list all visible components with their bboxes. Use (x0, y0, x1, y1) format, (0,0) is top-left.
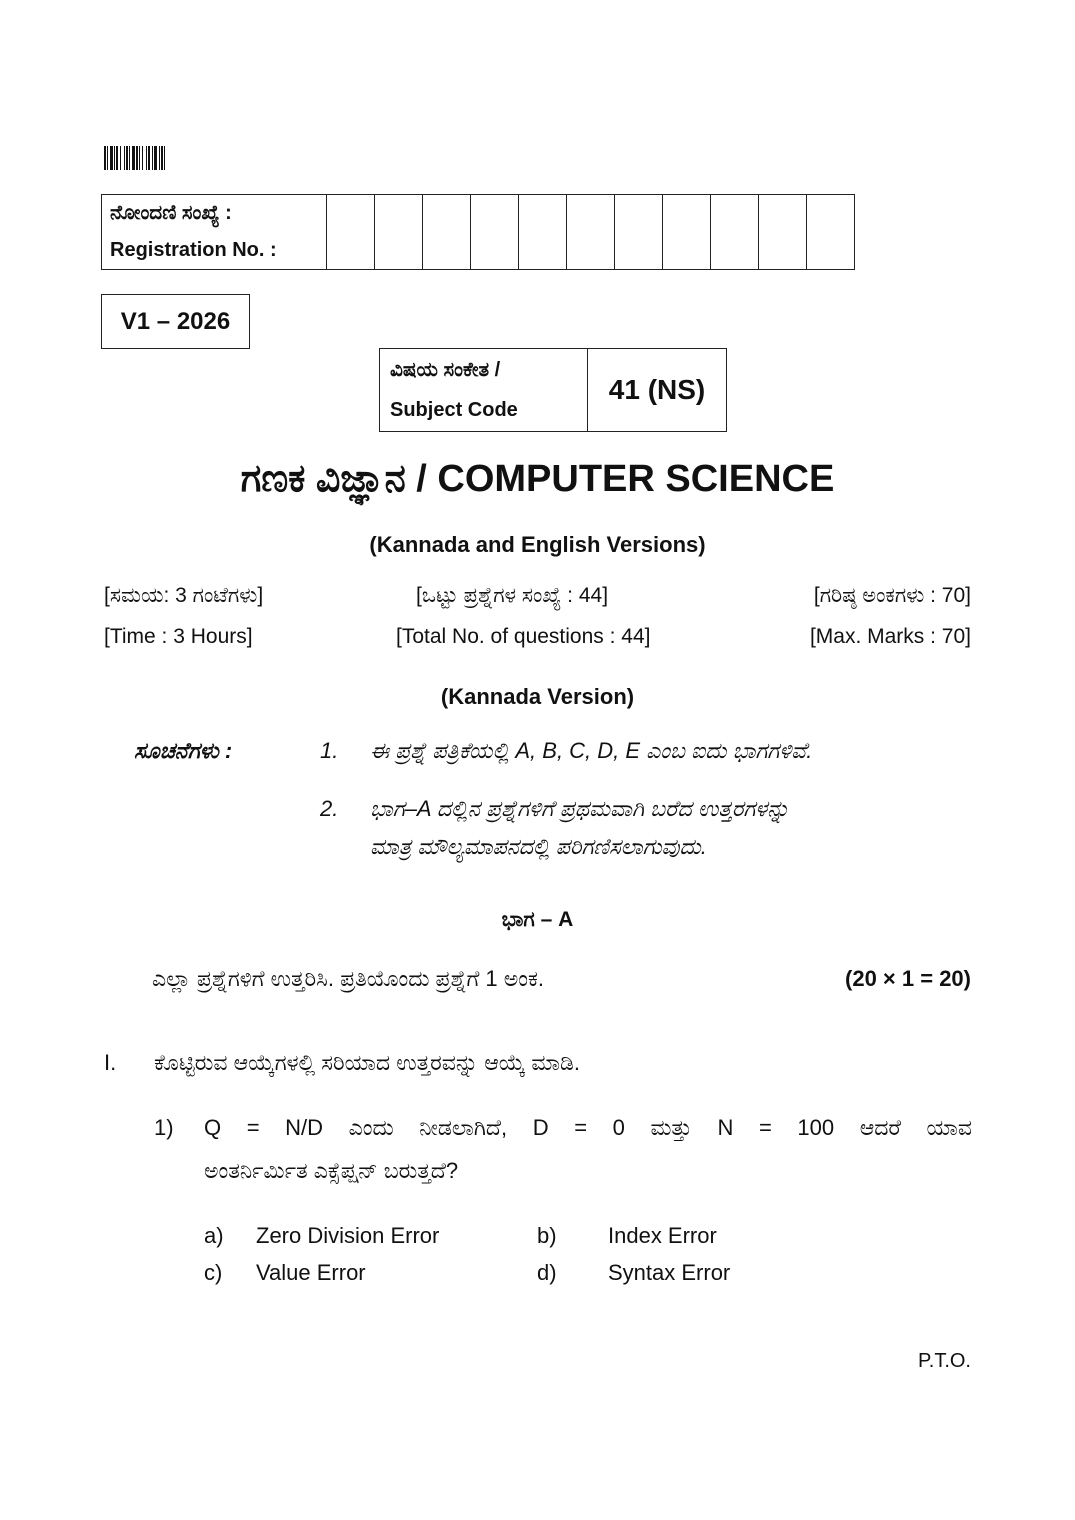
paper-title: ಗಣಕ ವಿಜ್ಞಾನ / COMPUTER SCIENCE (240, 458, 835, 500)
section-i-number: I. (104, 1050, 117, 1075)
registration-digit-cell[interactable] (711, 195, 759, 270)
subject-code-label-english: Subject Code (390, 399, 518, 421)
total-questions-english: [Total No. of questions : 44] (396, 625, 651, 648)
subject-code-box (379, 348, 727, 432)
version-code-box: V1 – 2026 (101, 294, 250, 349)
part-a-marks: (20 × 1 = 20) (845, 966, 971, 991)
time-kannada: [ಸಮಯ: 3 ಗಂಟೆಗಳು] (104, 584, 264, 607)
option-a-text: Zero Division Error (256, 1223, 440, 1248)
instruction-2-text-line2: ಮಾತ್ರ ಮೌಲ್ಯಮಾಪನದಲ್ಲಿ ಪರಿಗಣಿಸಲಾಗುವುದು. (370, 834, 707, 859)
option-d-key: d) (537, 1260, 557, 1285)
paper-subtitle: (Kannada and English Versions) (369, 532, 706, 557)
registration-digit-cell[interactable] (471, 195, 519, 270)
registration-digit-cell[interactable] (519, 195, 567, 270)
option-d-text: Syntax Error (608, 1260, 731, 1285)
question-1-number: 1) (154, 1115, 174, 1140)
option-c-key: c) (204, 1260, 223, 1285)
registration-digit-cell[interactable] (375, 195, 423, 270)
option-c-text: Value Error (256, 1260, 366, 1285)
instructions-title: ಸೂಚನೆಗಳು : (134, 738, 233, 763)
registration-number-box (101, 194, 855, 270)
barcode (104, 146, 244, 170)
registration-digit-cell[interactable] (327, 195, 375, 270)
registration-digit-cell[interactable] (423, 195, 471, 270)
subject-code-label-kannada: ವಿಷಯ ಸಂಕೇತ / (390, 359, 501, 381)
max-marks-kannada: [ಗರಿಷ್ಠ ಅಂಕಗಳು : 70] (813, 584, 971, 607)
instruction-2-text-line1: ಭಾಗ–A ದಲ್ಲಿನ ಪ್ರಶ್ನೆಗಳಿಗೆ ಪ್ರಥಮವಾಗಿ ಬರೆದ ಉತ್ತರಗಳನ್ನು (370, 796, 790, 821)
registration-digit-cell[interactable] (615, 195, 663, 270)
instruction-1-number: 1. (320, 738, 339, 763)
question-1-text-line2: ಅಂತರ್ನಿರ್ಮಿತ ಎಕ್ಸೆಪ್ಷನ್ ಬರುತ್ತದೆ? (204, 1158, 459, 1183)
max-marks-english: [Max. Marks : 70] (809, 625, 971, 648)
total-questions-kannada: [ಒಟ್ಟು ಪ್ರಶ್ನೆಗಳ ಸಂಖ್ಯೆ : 44] (416, 584, 609, 607)
registration-digit-cell[interactable] (663, 195, 711, 270)
please-turn-over: P.T.O. (918, 1350, 971, 1372)
part-a-instruction: ಎಲ್ಲಾ ಪ್ರಶ್ನೆಗಳಿಗೆ ಉತ್ತರಿಸಿ. ಪ್ರತಿಯೊಂದು ಪ್ರಶ್ನೆಗೆ 1 ಅಂಕ. (152, 966, 545, 991)
subject-code-label (380, 349, 588, 432)
option-b-key: b) (537, 1223, 557, 1248)
time-english: [Time : 3 Hours] (104, 625, 253, 648)
version-heading: (Kannada Version) (440, 684, 635, 709)
registration-label-kannada: ನೋಂದಣಿ ಸಂಖ್ಯೆ : (110, 202, 232, 224)
option-b-text: Index Error (608, 1223, 717, 1248)
instruction-1-text: ಈ ಪ್ರಶ್ನೆ ಪತ್ರಿಕೆಯಲ್ಲಿ A, B, C, D, E ಎಂಬ ಐದು ಭಾಗಗಳಿವೆ. (370, 738, 813, 763)
registration-digit-cell[interactable] (807, 195, 855, 270)
section-i-text: ಕೊಟ್ಟಿರುವ ಆಯ್ಕೆಗಳಲ್ಲಿ ಸರಿಯಾದ ಉತ್ತರವನ್ನು ಆಯ್ಕೆ ಮಾಡಿ. (154, 1050, 581, 1075)
instruction-2-number: 2. (320, 796, 339, 821)
registration-label-english: Registration No. : (110, 239, 277, 261)
option-a-key: a) (204, 1223, 224, 1248)
part-a-heading: ಭಾಗ – A (501, 908, 574, 931)
registration-digit-cell[interactable] (759, 195, 807, 270)
registration-label (102, 195, 327, 270)
registration-digit-cell[interactable] (567, 195, 615, 270)
subject-code-value: 41 (NS) (588, 349, 727, 432)
question-1-text-line1: Q = N/D ಎಂದು ನೀಡಲಾಗಿದೆ, D = 0 ಮತ್ತು N = 100 ಆದರೆ ಯಾವ (204, 1115, 972, 1140)
